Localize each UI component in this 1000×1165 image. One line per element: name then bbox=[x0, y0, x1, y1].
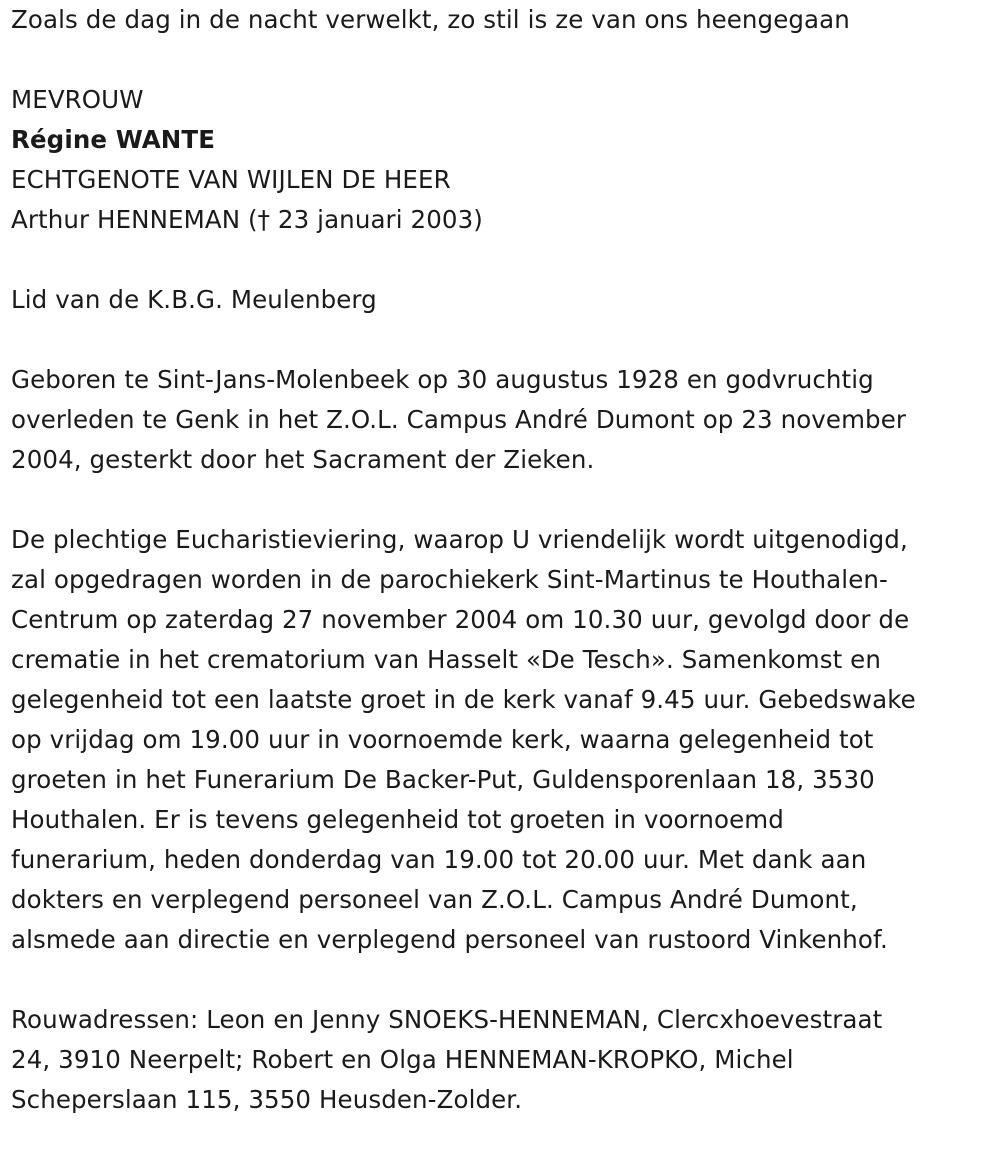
paragraph-line: op vrijdag om 19.00 uur in voornoemde kerk, waarna gelegenheid tot bbox=[11, 725, 874, 754]
paragraph-line: De plechtige Eucharistieviering, waarop U vriendelijk wordt uitgenodigd, bbox=[11, 525, 908, 554]
paragraph-line: Scheperslaan 115, 3550 Heusden-Zolder. bbox=[11, 1085, 523, 1114]
spacer bbox=[11, 240, 991, 280]
paragraph-line: gelegenheid tot een laatste groet in de kerk vanaf 9.45 uur. Gebedswake bbox=[11, 685, 916, 714]
ceremony-paragraph bbox=[11, 520, 991, 960]
title-prefix: MEVROUW bbox=[11, 85, 144, 114]
paragraph-line: 24, 3910 Neerpelt; Robert en Olga HENNEMAN-KROPKO, Michel bbox=[11, 1045, 794, 1074]
paragraph-line: 2004, gesterkt door het Sacrament der Zieken. bbox=[11, 445, 595, 474]
addresses-paragraph bbox=[11, 1000, 991, 1120]
spouse-name: Arthur HENNEMAN († 23 januari 2003) bbox=[11, 205, 483, 234]
paragraph-line: zal opgedragen worden in de parochiekerk Sint-Martinus te Houthalen- bbox=[11, 565, 888, 594]
spacer bbox=[11, 40, 991, 80]
paragraph-line: Rouwadressen: Leon en Jenny SNOEKS-HENNEMAN, Clercxhoevestraat bbox=[11, 1005, 883, 1034]
paragraph-line: funerarium, heden donderdag van 19.00 tot 20.00 uur. Met dank aan bbox=[11, 845, 867, 874]
relation-text: ECHTGENOTE VAN WIJLEN DE HEER bbox=[11, 165, 451, 194]
motto: Zoals de dag in de nacht verwelkt, zo stil is ze van ons heengegaan bbox=[11, 5, 850, 34]
membership-text: Lid van de K.B.G. Meulenberg bbox=[11, 285, 377, 314]
paragraph-line: crematie in het crematorium van Hasselt «De Tesch». Samenkomst en bbox=[11, 645, 881, 674]
deceased-name: Régine WANTE bbox=[11, 125, 216, 154]
birth-death-paragraph bbox=[11, 360, 991, 480]
paragraph-line: Houthalen. Er is tevens gelegenheid tot groeten in voornoemd bbox=[11, 805, 784, 834]
paragraph-line: dokters en verplegend personeel van Z.O.L. Campus André Dumont, bbox=[11, 885, 858, 914]
paragraph-line: Geboren te Sint-Jans-Molenbeek op 30 augustus 1928 en godvruchtig bbox=[11, 365, 874, 394]
spacer bbox=[11, 480, 991, 520]
obituary-notice bbox=[11, 0, 991, 1120]
spacer bbox=[11, 320, 991, 360]
paragraph-line: Centrum op zaterdag 27 november 2004 om 10.30 uur, gevolgd door de bbox=[11, 605, 910, 634]
paragraph-line: overleden te Genk in het Z.O.L. Campus André Dumont op 23 november bbox=[11, 405, 907, 434]
paragraph-line: groeten in het Funerarium De Backer-Put, Guldensporenlaan 18, 3530 bbox=[11, 765, 875, 794]
spacer bbox=[11, 960, 991, 1000]
paragraph-line: alsmede aan directie en verplegend personeel van rustoord Vinkenhof. bbox=[11, 925, 888, 954]
